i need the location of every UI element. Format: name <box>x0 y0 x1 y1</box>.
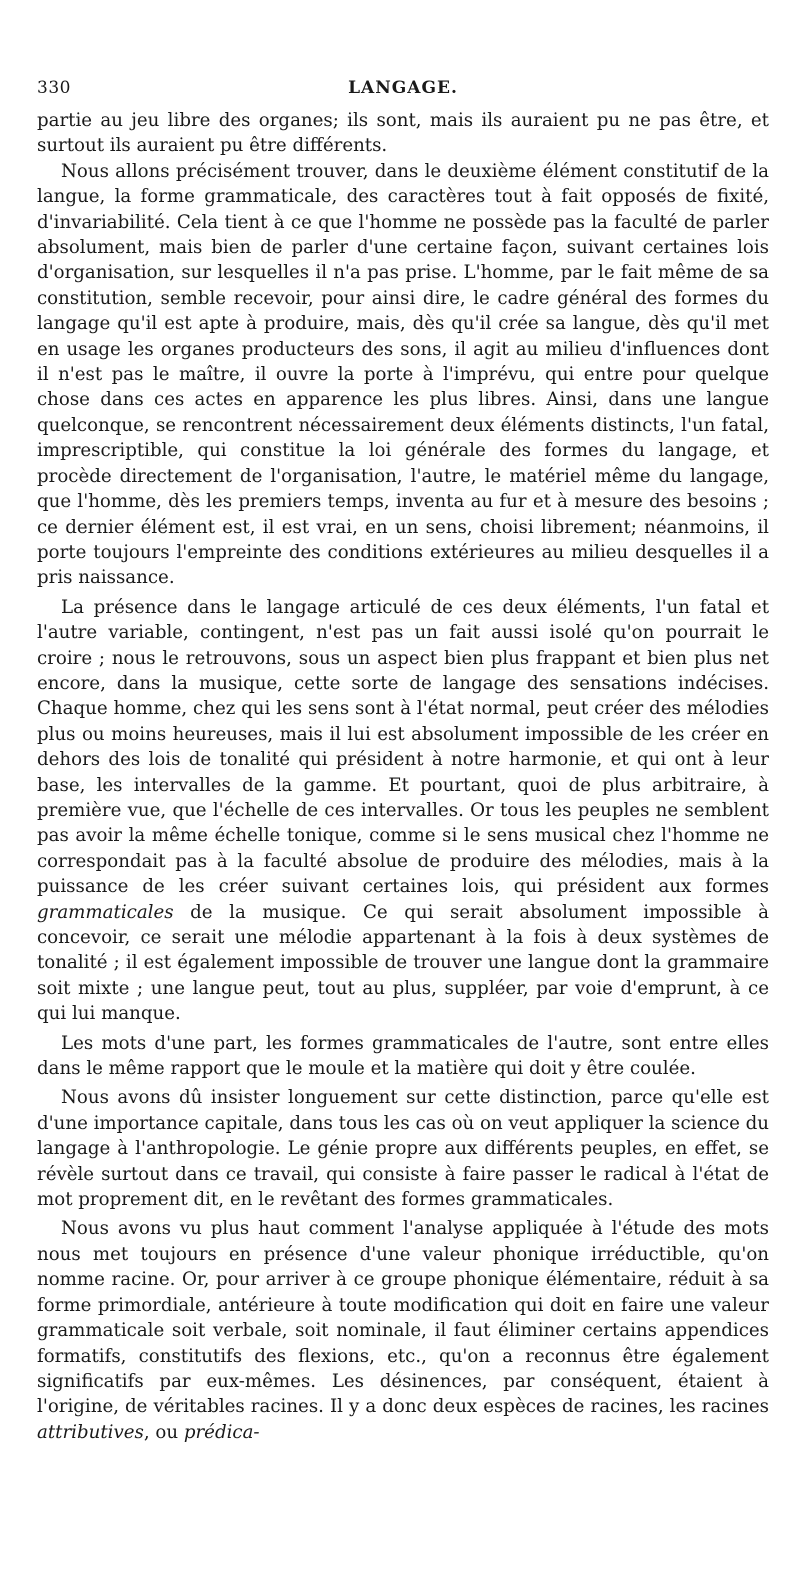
paragraph <box>37 595 769 1027</box>
paragraph <box>37 159 769 591</box>
page-header <box>37 78 769 108</box>
book-page <box>37 78 769 1445</box>
text-run: partie au jeu libre des organes; ils sont, mais ils auraient pu ne pas être, et surtout ils auraient pu être différents. <box>37 110 769 157</box>
text-run: Nous avons dû insister longuement sur cette distinction, parce qu'elle est d'une importance capitale, dans tous les cas où on veut appliquer la science du langage à l'anthropologie. Le génie propre aux différents peuples, en effet, se révèle surtout dans ce travail, qui consiste à faire passer le radical à l'état de mot proprement dit, en le revêtant des formes grammaticales. <box>37 1087 770 1211</box>
italic-term: grammaticales <box>37 901 174 923</box>
text-run: de la musique. Ce qui serait absolument impossible à concevoir, ce serait une mélodie appartenant à la fois à deux systèmes de tonalité ; il est également impossible de trouver une langue dont la grammaire soit mixte ; une langue peut, tout au plus, suppléer, par voie d'emprunt, à ce qui lui manque. <box>37 901 769 1025</box>
page-number: 330 <box>37 78 71 98</box>
italic-term: attributives <box>37 1421 144 1443</box>
italic-term: prédica- <box>183 1421 260 1443</box>
text-run: Nous avons vu plus haut comment l'analyse appliquée à l'étude des mots nous met toujours en présence d'une valeur phonique irréductible, qu'on nomme racine. Or, pour arriver à ce groupe phonique élémentaire, réduit à sa forme primordiale, antérieure à toute modification qui doit en faire une valeur grammaticale soit verbale, soit nominale, il faut éliminer certains appendices formatifs, constitutifs des flexions, etc., qu'on a reconnus être également significatifs par eux-mêmes. Les désinences, par conséquent, étaient à l'origine, de véritables racines. Il y a donc deux espèces de racines, les racines <box>37 1218 769 1418</box>
text-run: Les mots d'une part, les formes grammaticales de l'autre, sont entre elles dans le même rapport que le moule et la matière qui doit y être coulée. <box>37 1032 769 1080</box>
paragraph <box>37 1031 769 1082</box>
text-run: , ou <box>143 1421 184 1443</box>
text-run: Nous allons précisément trouver, dans le deuxième élément constitutif de la langue, la forme grammaticale, des caractères tout à fait opposés de fixité, d'invariabilité. Cela tient à ce que l'homme ne possède pas la faculté de parler absolument, mais bien de parler d'une certaine façon, suivant certaines lois d'organisation, sur lesquelles il n'a pas prise. L'homme, par le fait même de sa constitution, semble recevoir, pour ainsi dire, le cadre général des formes du langage qu'il est apte à produire, mais, dès qu'il crée sa langue, dès qu'il met en usage les organes producteurs des sons, il agit au milieu d'influences dont il n'est pas le maître, il ouvre la porte à l'imprévu, qui entre pour quelque chose dans ces actes en apparence les plus libres. Ainsi, dans une langue quelconque, se rencontrent nécessairement deux éléments distincts, l'un fatal, imprescriptible, qui constitue la loi générale des formes du langage, et procède directement de l'organisation, l'autre, le matériel même du langage, que l'homme, dès les premiers temps, inventa au fur et à mesure des besoins ; ce dernier élément est, il est vrai, en un sens, choisi librement; néanmoins, il porte toujours l'empreinte des conditions extérieures au milieu desquelles il a pris naissance. <box>37 160 769 589</box>
running-title: LANGAGE. <box>348 78 458 98</box>
paragraph <box>37 108 769 159</box>
body-text <box>37 108 769 1445</box>
paragraph <box>37 1085 769 1212</box>
text-run: La présence dans le langage articulé de ces deux éléments, l'un fatal et l'autre variable, contingent, n'est pas un fait aussi isolé qu'on pourrait le croire ; nous le retrouvons, sous un aspect bien plus frappant et bien plus net encore, dans la musique, cette sorte de langage des sensations indécises. Chaque homme, chez qui les sens sont à l'état normal, peut créer des mélodies plus ou moins heureuses, mais il lui est absolument impossible de les créer en dehors des lois de tonalité qui président à notre harmonie, et qui ont à leur base, les intervalles de la gamme. Et pourtant, quoi de plus arbitraire, à première vue, que l'échelle de ces intervalles. Or tous les peuples ne semblent pas avoir la même échelle tonique, comme si le sens musical chez l'homme ne correspondait pas à la faculté absolue de produire des mélodies, mais à la puissance de les créer suivant certaines lois, qui président aux formes <box>37 596 769 898</box>
paragraph <box>37 1216 769 1445</box>
